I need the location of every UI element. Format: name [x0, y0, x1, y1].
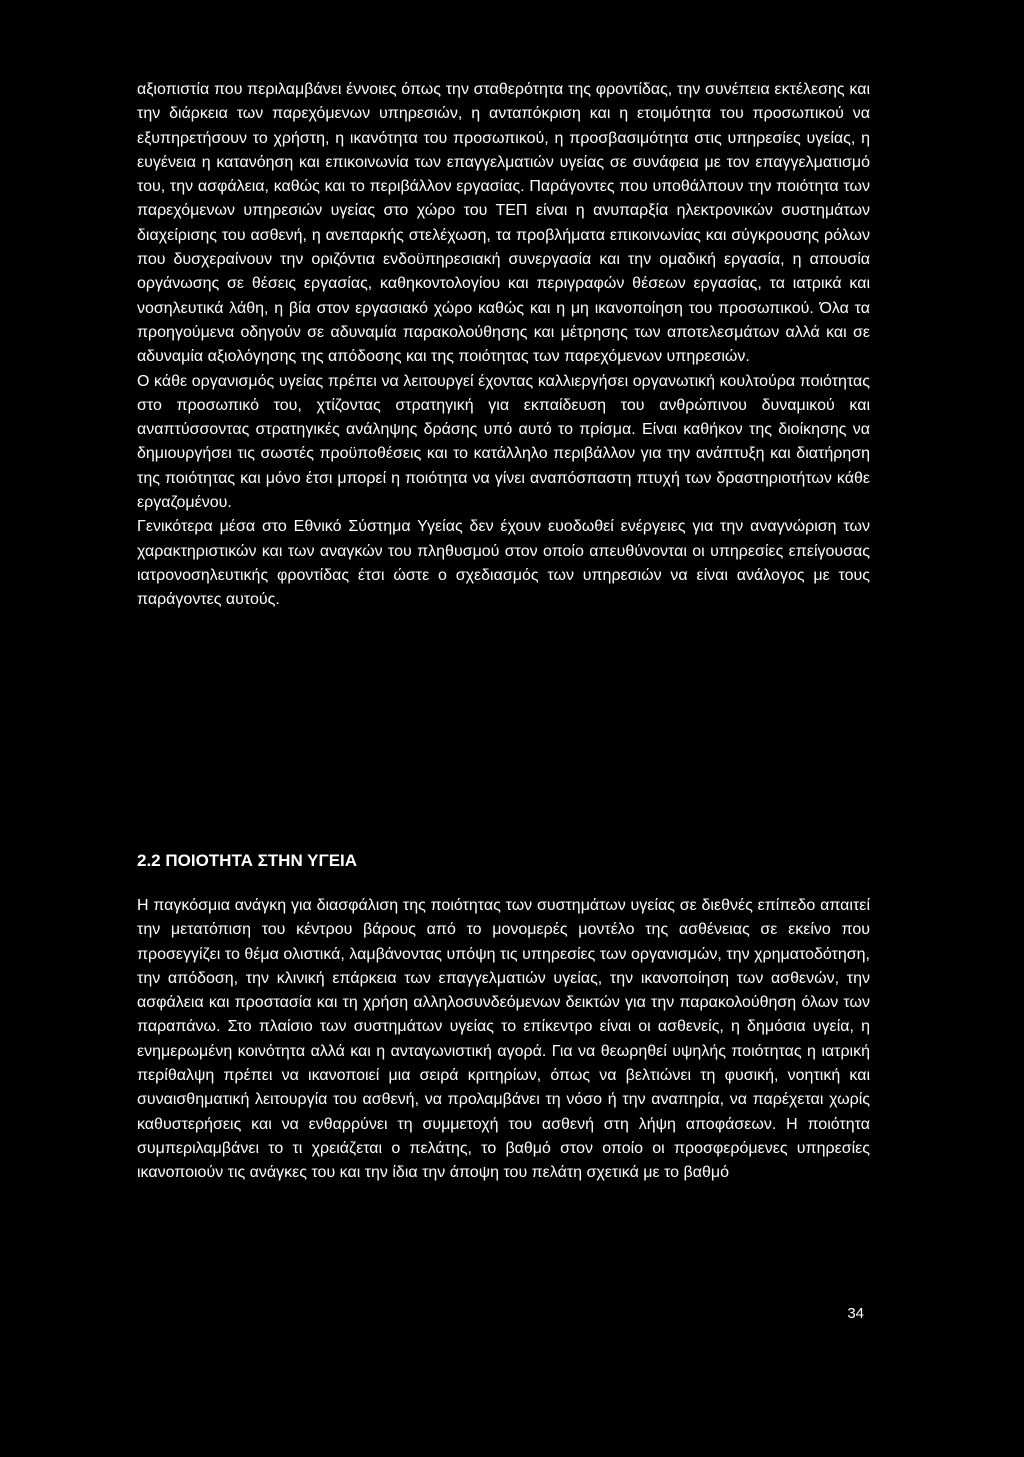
- page-number: 34: [847, 1305, 864, 1322]
- document-page: [137, 78, 870, 1182]
- paragraph-quality-factors: αξιοπιστία που περιλαμβάνει έννοιες όπως την σταθερότητα της φροντίδας, την συνέπεια εκτέλεσης και την διάρκεια των παρεχόμενων υπηρεσιών, η ανταπόκριση και η ετοιμότητα του προσωπικού να εξυπηρετήσουν το χρήστη, η ικανότητα του προσωπικού, η προσβασιμότητα στις υπηρεσίες υγείας, η ευγένεια η κατανόηση και επικοινωνία των επαγγελματιών υγείας σε συνάφεια με τον επαγγελματισμό του, την ασφάλεια, καθώς και το περιβάλλον εργασίας. Παράγοντες που υποθάλπουν την ποιότητα των παρεχόμενων υπηρεσιών υγείας στο χώρο του ΤΕΠ είναι η ανυπαρξία ηλεκτρονικών συστημάτων διαχείρισης του ασθενή, η ανεπαρκής στελέχωση, τα προβλήματα επικοινωνίας και σύγκρουσης ρόλων που δυσχεραίνουν την οριζόντια ενδοϋπηρεσιακή συνεργασία και την ομαδική εργασία, η απουσία οργάνωσης σε θέσεις εργασίας, καθηκοντολογίου και περιγραφών θέσεων εργασίας, τα ιατρικά και νοσηλευτικά λάθη, η βία στον εργασιακό χώρο καθώς και η μη ικανοποίηση του προσωπικού. Όλα τα προηγούμενα οδηγούν σε αδυναμία παρακολούθησης και μέτρησης των αποτελεσμάτων αλλά και σε αδυναμία αξιολόγησης της απόδοσης και της ποιότητας των παρεχόμενων υπηρεσιών.: [137, 81, 870, 366]
- paragraph-national-health-system: Γενικότερα μέσα στο Εθνικό Σύστημα Υγείας δεν έχουν ευοδωθεί ενέργειες για την αναγνώριση των χαρακτηριστικών και των αναγκών του πληθυσμού στον οποίο απευθύνονται οι υπηρεσίες επείγουσας ιατρονοσηλευτικής φροντίδας έτσι ώστε ο σχεδιασμός των υπηρεσιών να είναι ανάλογος με τους παράγοντες αυτούς.: [137, 518, 870, 609]
- section-body: [137, 894, 870, 1186]
- section-heading: 2.2 ΠΟΙΟΤΗΤΑ ΣΤΗΝ ΥΓΕΙΑ: [137, 851, 358, 870]
- paragraph-organizational-culture: Ο κάθε οργανισμός υγείας πρέπει να λειτουργεί έχοντας καλλιεργήσει οργανωτική κουλτούρα ποιότητας στο προσωπικό του, χτίζοντας στρατηγική για εκπαίδευση του ανθρώπινου δυναμικού και αναπτύσσοντας στρατηγικές ανάληψης δράσης υπό αυτό το πρίσμα. Είναι καθήκον της διοίκησης να δημιουργήσει τις σωστές προϋποθέσεις και το κατάλληλο περιβάλλον για την ανάπτυξη και διατήρηση της ποιότητας και μόνο έτσι μπορεί η ποιότητα να γίνει αναπόσπαστη πτυχή των δραστηριοτήτων κάθε εργαζομένου.: [137, 372, 870, 512]
- paragraph-global-quality-need: Η παγκόσμια ανάγκη για διασφάλιση της ποιότητας των συστημάτων υγείας σε διεθνές επίπεδο απαιτεί την μετατόπιση του κέντρου βάρους από το μονομερές μοντέλο της ασθένειας σε εκείνο που προσεγγίζει το θέμα ολιστικά, λαμβάνοντας υπόψη τις υπηρεσίες των οργανισμών, την χρηματοδότηση, την απόδοση, την κλινική επάρκεια των επαγγελματιών υγείας, την ικανοποίηση των ασθενών, την ασφάλεια και προστασία και τη χρήση αλληλοσυνδεόμενων δεικτών για την παρακολούθηση όλων των παραπάνω. Στο πλαίσιο των συστημάτων υγείας το επίκεντρο είναι οι ασθενείς, η δημόσια υγεία, η ενημερωμένη κοινότητα αλλά και η ανταγωνιστική αγορά. Για να θεωρηθεί υψηλής ποιότητας η ιατρική περίθαλψη πρέπει να ικανοποιεί μια σειρά κριτηρίων, όπως να βελτιώνει τη φυσική, νοητική και συναισθηματική λειτουργία του ασθενή, να προλαμβάνει τη νόσο ή την αναπηρία, να παρέχεται χωρίς καθυστερήσεις και να ενθαρρύνει τη συμμετοχή του ασθενή στη λήψη αποφάσεων. Η ποιότητα συμπεριλαμβάνει το τι χρειάζεται ο πελάτης, το βαθμό στον οποίο οι προσφερόμενες υπηρεσίες ικανοποιούν τις ανάγκες του και την ίδια την άποψη του πελάτη σχετικά με το βαθμό: [137, 897, 870, 1182]
